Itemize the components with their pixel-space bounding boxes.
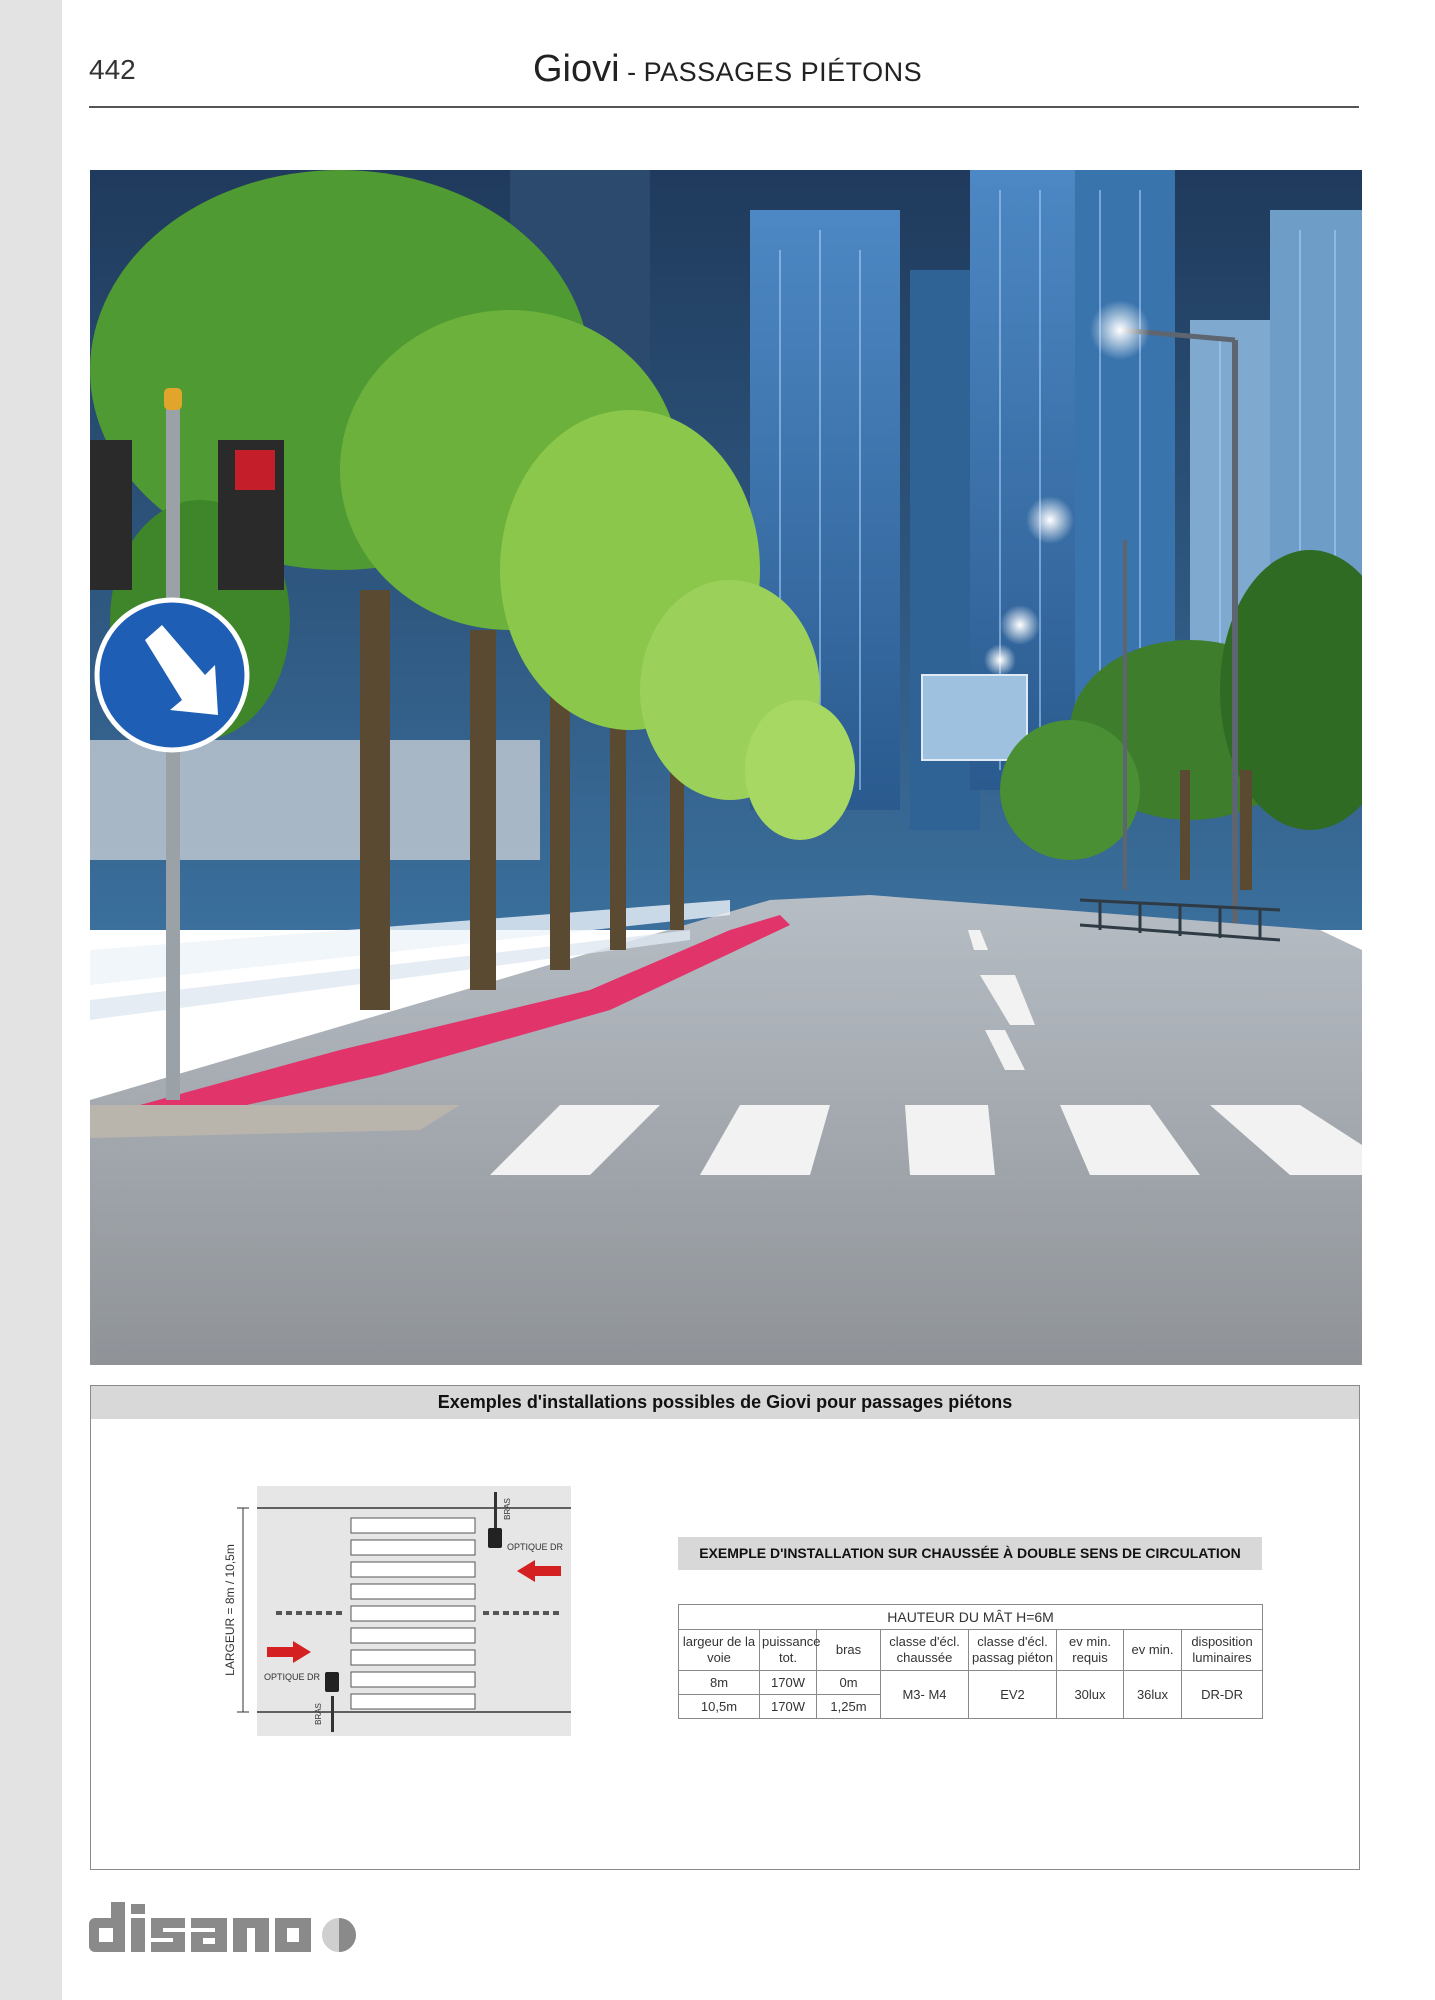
col-header-ev-requis: ev min. requis [1057, 1630, 1124, 1671]
table-cell-ev-requis: 30lux [1057, 1671, 1124, 1719]
col-header-ev-min: ev min. [1124, 1630, 1182, 1671]
col-header-classe-pieton: classe d'écl. passag piéton [969, 1630, 1057, 1671]
table-cell: 1,25m [817, 1695, 881, 1719]
table-cell: 8m [679, 1671, 760, 1695]
bottom-pole-arm [331, 1696, 334, 1732]
col-header-largeur: largeur de la voie [679, 1630, 760, 1671]
installation-spec-table [678, 1604, 1263, 1719]
table-cell: 170W [760, 1695, 817, 1719]
crosswalk-bars [351, 1518, 475, 1709]
bras-label-top: BRAS [503, 1498, 512, 1520]
title-separator: - [619, 57, 644, 87]
panel-title: Exemples d'installations possibles de Giovi pour passages piétons [91, 1386, 1359, 1419]
table-cell-disposition: DR-DR [1182, 1671, 1263, 1719]
example-title: EXEMPLE D'INSTALLATION SUR CHAUSSÉE À DOUBLE SENS DE CIRCULATION [678, 1537, 1262, 1570]
page-title [533, 48, 922, 91]
bottom-luminaire-icon [325, 1672, 339, 1692]
optique-label-bottom: OPTIQUE DR [264, 1672, 321, 1682]
billboard [922, 675, 1027, 760]
table-cell-ev-min: 36lux [1124, 1671, 1182, 1719]
table-cell: 10,5m [679, 1695, 760, 1719]
bras-label-bottom: BRAS [314, 1703, 323, 1725]
page-number: 442 [89, 54, 136, 85]
largeur-label: LARGEUR = 8m / 10,5m [223, 1544, 237, 1676]
table-cell: 170W [760, 1671, 817, 1695]
table-cell-classe-pieton: EV2 [969, 1671, 1057, 1719]
optique-label-top: OPTIQUE DR [507, 1542, 564, 1552]
side-margin-bar [0, 0, 62, 2000]
table-cell: 0m [817, 1671, 881, 1695]
top-luminaire-icon [488, 1528, 502, 1548]
section-title: PASSAGES PIÉTONS [643, 57, 923, 87]
installation-examples-panel [90, 1385, 1360, 1870]
col-header-classe-chaussee: classe d'écl. chaussée [881, 1630, 969, 1671]
top-pole-arm [494, 1492, 497, 1528]
col-header-bras: bras [817, 1630, 881, 1671]
col-header-puissance: puissance tot. [760, 1630, 817, 1671]
disano-logo [89, 1898, 379, 1958]
col-header-disposition: disposition luminaires [1182, 1630, 1263, 1671]
product-name: Giovi [533, 48, 620, 90]
street-photo [90, 170, 1362, 1365]
header-rule [89, 106, 1359, 108]
mast-height-header: HAUTEUR DU MÂT H=6M [679, 1605, 1263, 1630]
table-cell-classe-chaussee: M3- M4 [881, 1671, 969, 1719]
crosswalk-diagram [221, 1486, 581, 1736]
